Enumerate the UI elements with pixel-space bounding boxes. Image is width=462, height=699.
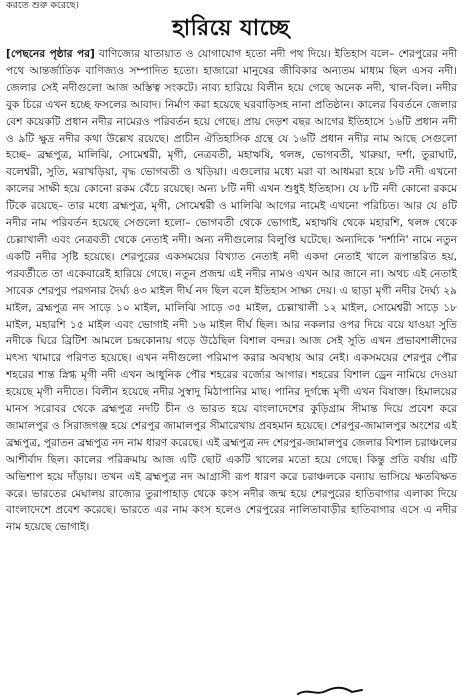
article-paragraph xyxy=(6,46,457,536)
previous-column-text: করতে শুরু করেছে। xyxy=(6,0,79,11)
article-text: বাণিজ্যের যাতায়াত ও যোগাযোগ হতো নদী পথ দিয়ে। ইতিহাস বলে– শেরপুরের নদী পথে আন্তর্জাতিক বাণিজ্যও সম্পাদিত হতো। হাজারো মানুষের জীবিকার অন্যতম মাধ্যম ছিল এসব নদী। জেলার সেই নদীগুলো আজ অস্তিত্ব সংকটে। নাব্য হারিয়ে বিলীন হয়ে গেছে অনেক নদী, খাল-বিল। নদীর বুক চিরে এখন হচ্ছে ফসলের আবাদ। নির্মাণ করা হয়েছে ঘরবাড়িসহ নানা প্রতিষ্ঠান। কালের বিবর্তনে জেলার বেশ কয়েকটি প্রধান নদীর নামেরও পরিবর্তন হয়ে গেছে। প্রায় দেড়শ বছর আগের ইতিহাসে ১৬টি প্রধান নদী ও ৯টি ক্ষুদ্র নদীর কথা উল্লেখ রয়েছে। প্রাচীন ঐতিহাসিক গ্রন্থে যে ১৬টি প্রধান নদীর নাম আছে সেগুলো হচ্ছে– ব্রহ্মপুত্র, মালিঝি, সোমেশ্বরী, মৃগী, নেত্রবতী, মহাঋষি, থলঙ্গ, ভোগবতী, খারুয়া, দর্শা, তুরাঘাট, বলেশ্বরী, সুতি, মরাখড়িয়া, বৃদ্ধ ভোগবতী ও খড়িয়া। এগুলোর মধ্যে মরা বা আধমরা হয়ে ৮টি নদী এখনো কালের সাক্ষী হয়ে কোনো রকম বেঁচে রয়েছে। অন্য ৮টি নদী এখন শুধুই ইতিহাস। যে ৮টি নদী কোনো রকমে টিকে রয়েছে– তার মধ্যে ব্রহ্মপুত্র, মৃগী, সোমেশ্বরী ও মালিঝি আগের নামেই এখনো পরিচিত। আর যে ৪টি নদীর নাম পরিবর্তন হয়েছে সেগুলো হলো– ভোগবতী থেকে ভোগাই, মহাঋষি থেকে মহারশি, থলঙ্গ থেকে চেল্লাখালী এবং নেত্রবতী থেকে নেতাই নদী। অন্য নদীগুলোর বিলুপ্তি ঘটেছে। অন্যদিকে 'দর্শানি' নামে নতুন একটি নদীর সৃষ্টি হয়েছে। শেরপুরের একসময়ের বিখ্যাত নেতাই নদী একদা নেতাই খালে রূপান্তরিত হয়, পরবর্তীতে তা একেবারেই হারিয়ে গেছে। নতুন প্রজন্ম এই নদীর নামও এখন আর জানে না। অথচ এই নেতাই সাবেক শেরপুর পরগনার দৈর্ঘ্য ৪৩ মাইল দীর্ঘ নদ ছিল বলে ইতিহাস সাক্ষ্য দেয়। এ ছাড়া মৃগী নদীর দৈর্ঘ্য ২৯ মাইল, ব্রহ্মপুত্র নদ সাড়ে ১০ মাইল, মালিঝি সাড়ে ৩৫ মাইল, চেল্লাখালী ১২ মাইল, সোমেশ্বরী সাড়ে ১৮ মাইল, মহারশি ১৫ মাইল এবং ভোগাই নদী ১৬ মাইল দীর্ঘ ছিল। আর নকলার ওপর দিয়ে বয়ে যাওয়া সুতি নদীকে ঘিরে ব্রিটিশ আমলে চন্দ্রকোনায় গড়ে উঠেছিল বিশাল বন্দর। আজ সেই সুতি এখন প্রভাবশালীদের মৎস্য খামারে পরিণত হয়েছে। এখন নদীগুলো পরিমাপ করার অবস্থায় আর নেই। একসময়ের শেরপুর পৌর শহরের শান্ত স্নিগ্ধ মৃগী নদী এখন আধুনিক পৌর শহরের বর্জ্যের আগার। শহরের বিশাল ড্রেন নামিয়ে দেওয়া হয়েছে মৃগী নদীতে। বিলীন হয়েছে নদীর সুস্বাদু মিঠাপানির মাছ। পানির দুর্গন্ধে মৃগী এখন বিষাক্ত। হিমালয়ের মানস সরোবর থেকে ব্রহ্মপুত্র নদটি চীন ও ভারত হয়ে বাংলাদেশের কুড়িগ্রাম সীমান্ত দিয়ে প্রবেশ করে জামালপুর ও সিরাজগঞ্জ হয়ে শেরপুর জামালপুর সীমারেখায় প্রবহমান হয়েছে। শেরপুর-জামালপুর অংশের এই ব্রহ্মপুত্র, পুরাতন ব্রহ্মপুত্র নদ নাম ধারণ করেছে। এই ব্রহ্মপুত্র নদ শেরপুর-জামালপুর জেলার বিশাল চরাঞ্চলের আশীর্বাদ ছিল। কালের পরিক্রমায় আজ এটি ছোট একটি খালের মতো হয়ে গেছে। কিন্তু প্রতি বর্ষায় এটি অভিশাপ হয়ে দাঁড়ায়। তখন এই ব্রহ্মপুত্র নদ আগ্রাসী রূপ ধারণ করে চরাঞ্চলকে বন্যায় ভাসিয়ে ক্ষতবিক্ষত করে। ভারতের মেঘালয় রাজ্যের তুরাপাহাড় থেকে কংস নদীর জন্ম হয়ে শেরপুরের হাতিবাগার এলাকা দিয়ে বাংলাদেশে প্রবেশ করেছে। ভারতে এর নাম কংস হলেও শেরপুরের নালিতাবাড়ীর হাতিবাগার এসে এ নদীর নাম হয়েছে ভোগাই। xyxy=(6,48,457,534)
signature-mark xyxy=(296,684,366,698)
article-headline: হারিয়ে যাচ্ছে xyxy=(172,15,290,41)
continuation-label: [পেছনের পৃষ্ঠার পর] xyxy=(6,48,95,60)
article-body xyxy=(6,46,457,684)
